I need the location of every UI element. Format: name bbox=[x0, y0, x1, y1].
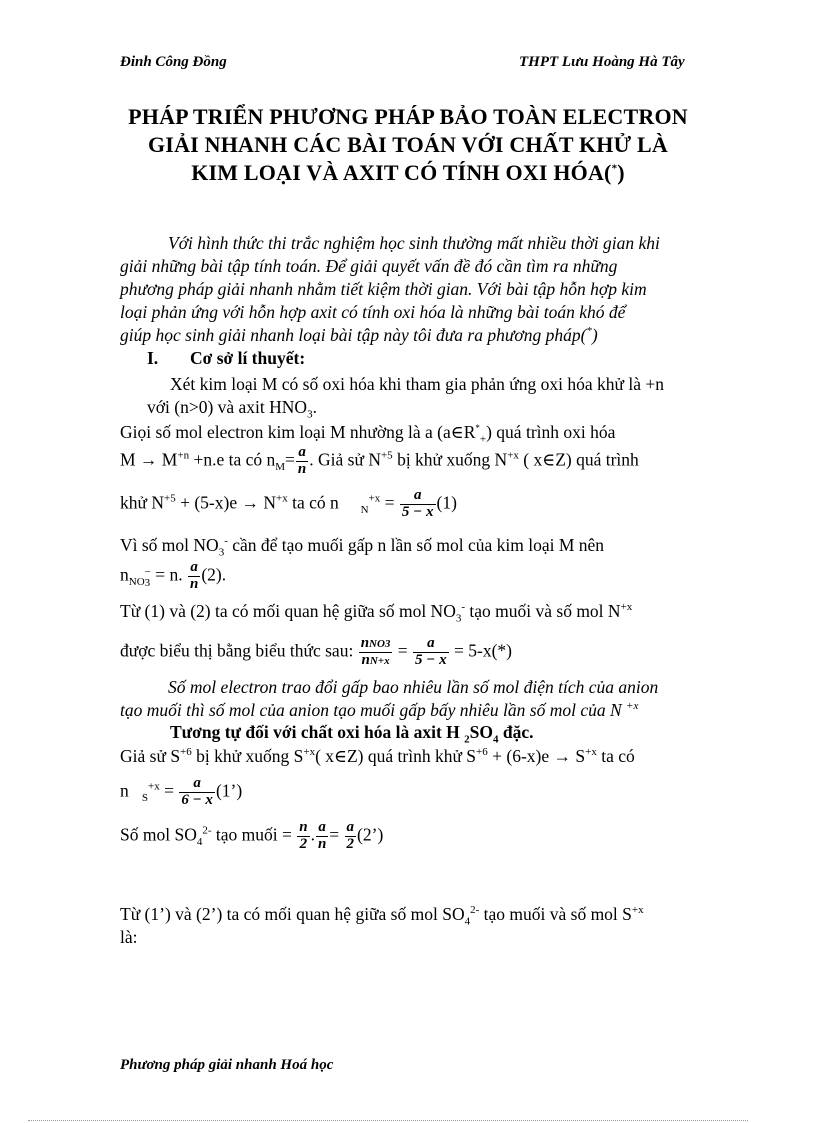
theory-line-16: Từ (1’) và (2’) ta có mối quan hệ giữa số mol $SO_4^{2-}$ tạo muối và số mol $S^{+x}$ bbox=[120, 904, 644, 928]
section-number: I. bbox=[147, 348, 159, 368]
intro-line-5: giúp học sinh giải nhanh loại bài tập này tôi đưa ra phương pháp(*) bbox=[120, 325, 598, 345]
title-line-2: GIẢI NHANH CÁC BÀI TOÁN VỚI CHẤT KHỬ LÀ bbox=[148, 132, 668, 157]
theory-line-15: Số mol $SO_4^{2-}$ tạo muối = $\frac{n}{2}$ . $\frac{a}{n}$ = $\frac{a}{2}$ (2’) bbox=[120, 819, 384, 852]
intro-line-1: Với hình thức thi trắc nghiệm học sinh thường mất nhiều thời gian khi bbox=[168, 233, 660, 253]
theory-line-9: được biểu thị bằng biểu thức sau: $\frac{\text{nNO3}}{nN+x}$ = $\frac{a}{5 - x}$ = 5-x(*) bbox=[120, 635, 512, 668]
theory-line-3: Giọi số mol electron kim loại M nhường là a $(a\in R^*_+)$ quá trình oxi hóa bbox=[120, 422, 616, 446]
header-author: Đinh Công Đồng bbox=[120, 54, 227, 70]
theory-line-4: $M \to M^{+n} +n.e$ ta có $n_M=$ $\frac{a}{n}$ . Giả sử $N^{+5}$ bị khử xuống $N^{+x}$ ( x∈Z) quá trình bbox=[120, 444, 639, 477]
theory-line-10: Số mol electron trao đổi gấp bao nhiêu lần số mol điện tích của anion bbox=[168, 677, 659, 697]
theory-line-13: Giả sử $S^{+6}$ bị khử xuống $S^{+x}$( x∈Z) quá trình khử $S^{+6} + (6-x)e \to S^{+x}$ ta có bbox=[120, 746, 635, 766]
title-line-3: KIM LOẠI VÀ AXIT CÓ TÍNH OXI HÓA(*) bbox=[191, 160, 625, 185]
theory-line-14: n $_S^{+x}$ = $\frac{a}{6 - x}$ (1’) bbox=[120, 775, 243, 808]
theory-line-17: là: bbox=[120, 927, 138, 947]
theory-line-8: Từ (1) và (2) ta có mối quan hệ giữa số mol $NO_3^-$ tạo muối và số mol $N^{+x}$ bbox=[120, 601, 633, 625]
section-heading: Cơ sở lí thuyết: bbox=[190, 348, 306, 368]
theory-line-12: Tương tự đối với chất oxi hóa là axit H $_2SO_4$ đặc. bbox=[170, 722, 534, 746]
theory-line-5: khử $N^{+5} + (5-x)e \to N^{+x}$ ta có n $_N^{+x}$ = $\frac{a}{5 - x}$ (1) bbox=[120, 487, 457, 520]
footer-divider bbox=[28, 1120, 748, 1121]
theory-line-11: tạo muối thì số mol của anion tạo muối gấp bấy nhiêu lần số mol của N $^{+x}$ bbox=[120, 700, 639, 720]
theory-line-2: với (n>0) và axit $HNO_3$. bbox=[147, 397, 317, 421]
intro-line-3: phương pháp giải nhanh nhằm tiết kiệm thời gian. Với bài tập hỗn hợp kim bbox=[120, 279, 647, 299]
page-footer: Phương pháp giải nhanh Hoá học bbox=[120, 1057, 334, 1073]
intro-line-4: loại phản ứng với hỗn hợp axit có tính oxi hóa là những bài toán khó để bbox=[120, 302, 626, 322]
intro-line-2: giải những bài tập tính toán. Để giải quyết vấn đề đó cần tìm ra những bbox=[120, 256, 618, 276]
theory-line-1: Xét kim loại M có số oxi hóa khi tham gia phản ứng oxi hóa khử là +n bbox=[170, 374, 664, 394]
theory-line-7: $n_{NO}-$ 3 = n. $\frac{a}{n}$ (2). bbox=[120, 559, 227, 592]
theory-line-6: Vì số mol $NO_3^-$ cần để tạo muối gấp n lần số mol của kim loại M nên bbox=[120, 535, 605, 559]
header-school: THPT Lưu Hoàng Hà Tây bbox=[519, 54, 685, 70]
title-line-1: PHÁP TRIỂN PHƯƠNG PHÁP BẢO TOÀN ELECTRON bbox=[128, 104, 688, 129]
